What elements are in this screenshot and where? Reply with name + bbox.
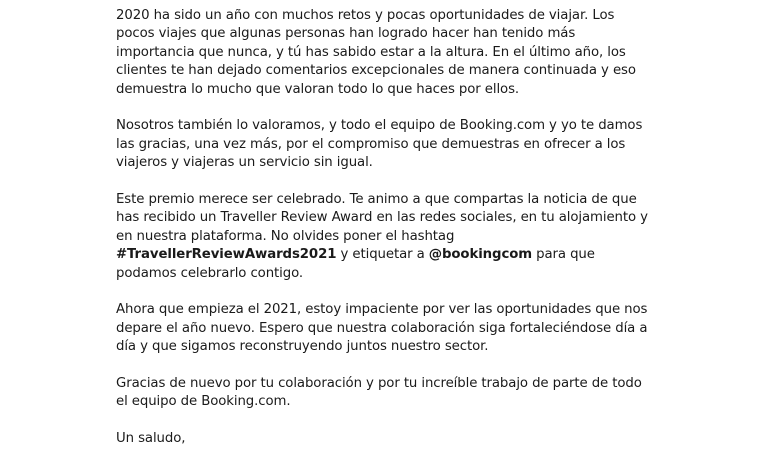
paragraph-thanks: Nosotros también lo valoramos, y todo el equipo de Booking.com y yo te damos las gracias, una vez más, por el compromiso que demuestras en ofrecer a los viajeros y viajeras un servicio sin igual. bbox=[116, 118, 643, 171]
paragraph-celebrate-text-a: Este premio merece ser celebrado. Te animo a que compartas la noticia de que has recibido un Traveller Review Award en las redes sociales, en tu alojamiento y en nuestra plataforma. No olvides poner el hashtag bbox=[116, 192, 648, 244]
closing-salutation: Un saludo, bbox=[116, 431, 186, 447]
paragraph-celebrate-text-b: y etiquetar a bbox=[336, 247, 429, 263]
hashtag-text: #TravellerReviewAwards2021 bbox=[116, 247, 337, 263]
handle-text: @bookingcom bbox=[428, 247, 533, 263]
paragraph-gratitude: Gracias de nuevo por tu colaboración y por tu increíble trabajo de parte de todo el equipo de Booking.com. bbox=[116, 376, 642, 410]
paragraph-new-year: Ahora que empieza el 2021, estoy impaciente por ver las oportunidades que nos depare el año nuevo. Espero que nuestra colaboración siga fortaleciéndose día a día y que sigamos reconstruyendo juntos nuestro sector. bbox=[116, 302, 648, 355]
letter-body bbox=[116, 7, 652, 449]
paragraph-intro: 2020 ha sido un año con muchos retos y pocas oportunidades de viajar. Los pocos viajes que algunas personas han logrado hacer han tenido más importancia que nunca, y tú has sabido estar a la altura. En el último año, los clientes te han dejado comentarios excepcionales de manera continuada y eso demuestra lo mucho que valoran todo lo que haces por ellos. bbox=[116, 8, 636, 97]
paragraph-celebrate-text-c: para que podamos celebrarlo contigo. bbox=[116, 247, 595, 281]
paragraph-celebrate bbox=[116, 191, 652, 283]
